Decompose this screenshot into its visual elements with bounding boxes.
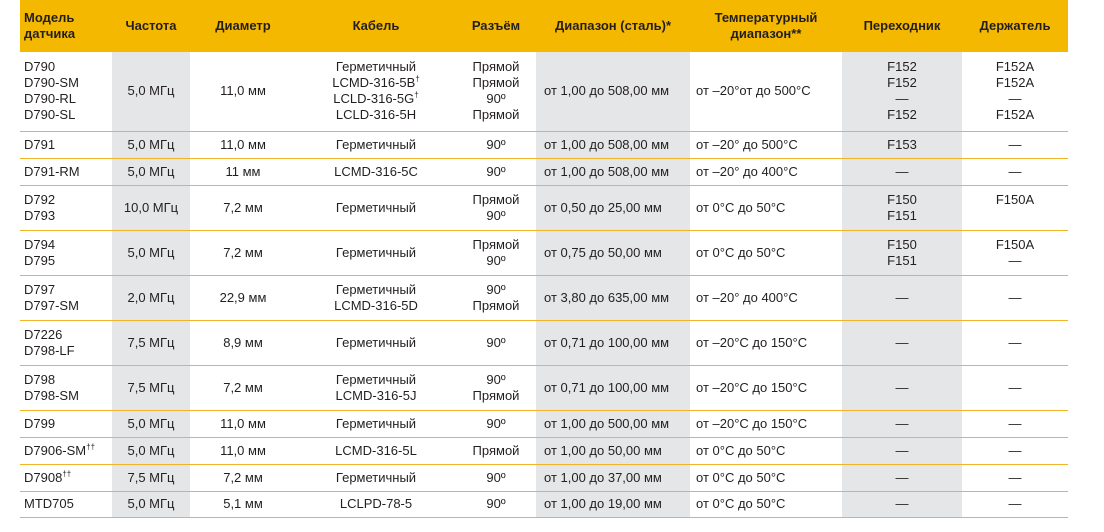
transducer-spec-table: [20, 0, 1068, 518]
cell-frequency: 7,5 МГц: [112, 320, 190, 365]
table-row: [20, 464, 1068, 491]
table-row: [20, 185, 1068, 230]
double-dagger-mark: ††: [86, 442, 96, 452]
cell-range: от 1,00 до 37,00 мм: [536, 464, 690, 491]
cell-cable: Герметичный: [296, 464, 456, 491]
cell-connector: 90º Прямой: [456, 365, 536, 410]
cell-range: от 1,00 до 19,00 мм: [536, 491, 690, 517]
cell-model: D7226 D798-LF: [20, 320, 112, 365]
cell-range: от 0,75 до 50,00 мм: [536, 230, 690, 275]
cell-diameter: 22,9 мм: [190, 275, 296, 320]
cell-connector: 90º: [456, 410, 536, 437]
cell-diameter: 11,0 мм: [190, 437, 296, 464]
cell-cable: Герметичный: [296, 185, 456, 230]
cell-temperature: от 0°C до 50°C: [690, 230, 842, 275]
cell-temperature: от –20°от до 500°C: [690, 52, 842, 131]
cell-adapter: —: [842, 275, 962, 320]
table-row: [20, 275, 1068, 320]
cell-frequency: 2,0 МГц: [112, 275, 190, 320]
cell-range: от 1,00 до 508,00 мм: [536, 158, 690, 185]
cell-adapter: —: [842, 491, 962, 517]
cell-adapter: —: [842, 320, 962, 365]
cell-adapter: F150 F151: [842, 185, 962, 230]
table-row: [20, 320, 1068, 365]
cell-diameter: 8,9 мм: [190, 320, 296, 365]
cell-cable: Герметичный LCMD-316-5J: [296, 365, 456, 410]
table-header: [20, 0, 1068, 52]
cell-model: D792 D793: [20, 185, 112, 230]
cell-model: MTD705: [20, 491, 112, 517]
cell-connector: 90º: [456, 464, 536, 491]
cell-temperature: от –20°C до 150°C: [690, 320, 842, 365]
cell-cable: Герметичный: [296, 230, 456, 275]
cell-model: D791-RM: [20, 158, 112, 185]
cell-adapter: —: [842, 158, 962, 185]
cell-temperature: от –20° до 500°C: [690, 131, 842, 158]
cell-connector: 90º: [456, 131, 536, 158]
cell-connector: Прямой 90º: [456, 185, 536, 230]
cell-diameter: 7,2 мм: [190, 464, 296, 491]
cell-holder: —: [962, 410, 1068, 437]
cell-cable: LCLPD-78-5: [296, 491, 456, 517]
transducer-table-container: [20, 0, 1068, 518]
cell-adapter: F152 F152 — F152: [842, 52, 962, 131]
cell-model: D791: [20, 131, 112, 158]
cell-range: от 1,00 до 508,00 мм: [536, 52, 690, 131]
cell-model: D7908††: [20, 464, 112, 491]
cell-range: от 0,71 до 100,00 мм: [536, 320, 690, 365]
header-diameter: Диаметр: [190, 0, 296, 52]
table-body: [20, 52, 1068, 517]
header-adapter: Переходник: [842, 0, 962, 52]
header-range: Диапазон (сталь)*: [536, 0, 690, 52]
cell-frequency: 7,5 МГц: [112, 365, 190, 410]
cell-temperature: от –20°C до 150°C: [690, 365, 842, 410]
cell-holder: —: [962, 275, 1068, 320]
cell-connector: 90º: [456, 320, 536, 365]
cell-model: D7906-SM††: [20, 437, 112, 464]
cell-cable: Герметичный: [296, 131, 456, 158]
cell-temperature: от 0°C до 50°C: [690, 437, 842, 464]
table-row: [20, 131, 1068, 158]
cell-range: от 1,00 до 500,00 мм: [536, 410, 690, 437]
header-temperature: Температурный диапазон**: [690, 0, 842, 52]
cell-connector: Прямой Прямой 90º Прямой: [456, 52, 536, 131]
cell-connector: 90º Прямой: [456, 275, 536, 320]
cell-temperature: от 0°C до 50°C: [690, 464, 842, 491]
header-row: [20, 0, 1068, 52]
cell-holder: —: [962, 491, 1068, 517]
cell-model: D790 D790-SM D790-RL D790-SL: [20, 52, 112, 131]
cell-cable: LCMD-316-5L: [296, 437, 456, 464]
cell-diameter: 11 мм: [190, 158, 296, 185]
cell-adapter: —: [842, 464, 962, 491]
cell-frequency: 5,0 МГц: [112, 410, 190, 437]
cell-frequency: 5,0 МГц: [112, 158, 190, 185]
table-row: [20, 491, 1068, 517]
cell-adapter: F153: [842, 131, 962, 158]
cell-diameter: 7,2 мм: [190, 185, 296, 230]
cell-frequency: 5,0 МГц: [112, 52, 190, 131]
cell-cable: Герметичный: [296, 410, 456, 437]
table-row: [20, 410, 1068, 437]
cell-frequency: 10,0 МГц: [112, 185, 190, 230]
cell-diameter: 11,0 мм: [190, 410, 296, 437]
cell-connector: 90º: [456, 158, 536, 185]
table-row: [20, 437, 1068, 464]
cell-holder: F150A —: [962, 230, 1068, 275]
cell-cable: Герметичный LCMD-316-5B† LCLD-316-5G† LCLD-316-5H: [296, 52, 456, 131]
cell-diameter: 11,0 мм: [190, 52, 296, 131]
cell-holder: —: [962, 320, 1068, 365]
cell-holder: —: [962, 464, 1068, 491]
cell-diameter: 11,0 мм: [190, 131, 296, 158]
cell-temperature: от –20° до 400°C: [690, 158, 842, 185]
cell-holder: —: [962, 365, 1068, 410]
cell-model: D797 D797-SM: [20, 275, 112, 320]
cell-model: D799: [20, 410, 112, 437]
cell-range: от 0,50 до 25,00 мм: [536, 185, 690, 230]
cell-adapter: —: [842, 437, 962, 464]
cell-temperature: от –20°C до 150°C: [690, 410, 842, 437]
cell-frequency: 5,0 МГц: [112, 491, 190, 517]
cell-diameter: 5,1 мм: [190, 491, 296, 517]
cell-frequency: 5,0 МГц: [112, 230, 190, 275]
header-connector: Разъём: [456, 0, 536, 52]
cell-cable: Герметичный LCMD-316-5D: [296, 275, 456, 320]
cell-range: от 0,71 до 100,00 мм: [536, 365, 690, 410]
cell-holder: —: [962, 131, 1068, 158]
table-row: [20, 52, 1068, 131]
cell-range: от 1,00 до 508,00 мм: [536, 131, 690, 158]
header-frequency: Частота: [112, 0, 190, 52]
cell-holder: —: [962, 437, 1068, 464]
cell-range: от 3,80 до 635,00 мм: [536, 275, 690, 320]
cell-connector: Прямой 90º: [456, 230, 536, 275]
double-dagger-mark: ††: [62, 469, 72, 479]
table-row: [20, 230, 1068, 275]
cell-holder: —: [962, 158, 1068, 185]
cell-frequency: 5,0 МГц: [112, 131, 190, 158]
cell-frequency: 5,0 МГц: [112, 437, 190, 464]
cell-holder: F150A: [962, 185, 1068, 230]
table-row: [20, 365, 1068, 410]
cell-connector: 90º: [456, 491, 536, 517]
cell-holder: F152A F152A — F152A: [962, 52, 1068, 131]
header-holder: Держатель: [962, 0, 1068, 52]
cell-range: от 1,00 до 50,00 мм: [536, 437, 690, 464]
table-row: [20, 158, 1068, 185]
cell-adapter: F150 F151: [842, 230, 962, 275]
cell-model: D798 D798-SM: [20, 365, 112, 410]
header-cable: Кабель: [296, 0, 456, 52]
cell-connector: Прямой: [456, 437, 536, 464]
cell-diameter: 7,2 мм: [190, 365, 296, 410]
cell-temperature: от 0°C до 50°C: [690, 491, 842, 517]
cell-cable: LCMD-316-5C: [296, 158, 456, 185]
dagger-mark: †: [414, 90, 419, 100]
cell-temperature: от 0°C до 50°C: [690, 185, 842, 230]
cell-adapter: —: [842, 365, 962, 410]
cell-diameter: 7,2 мм: [190, 230, 296, 275]
cell-cable: Герметичный: [296, 320, 456, 365]
header-model: Модель датчика: [20, 0, 112, 52]
cell-model: D794 D795: [20, 230, 112, 275]
cell-frequency: 7,5 МГц: [112, 464, 190, 491]
cell-adapter: —: [842, 410, 962, 437]
cell-temperature: от –20° до 400°C: [690, 275, 842, 320]
dagger-mark: †: [415, 74, 420, 84]
